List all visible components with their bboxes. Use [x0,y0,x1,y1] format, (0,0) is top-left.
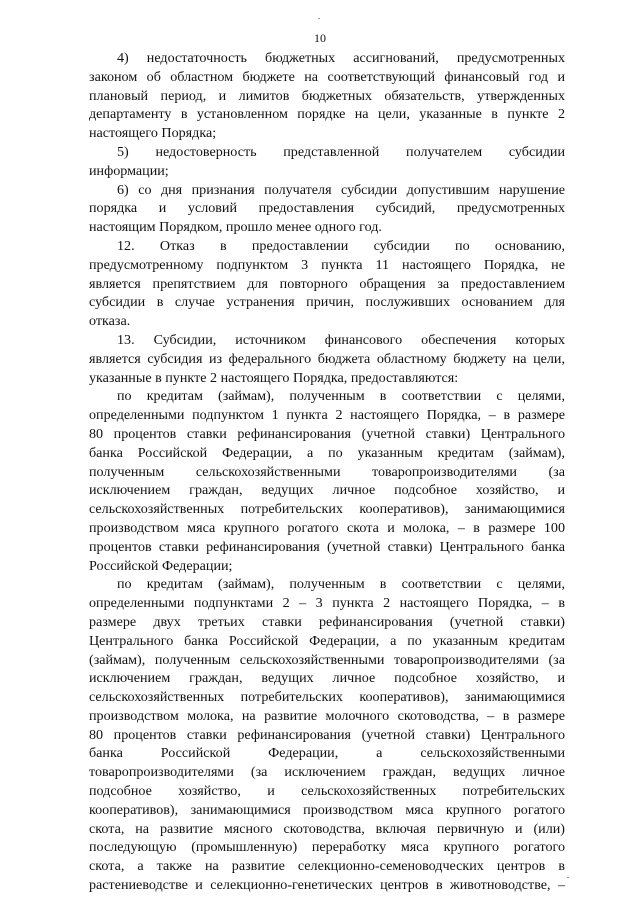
page-number: 10 [314,31,326,45]
text-line: исключением граждан, ведущих личное подсобное хозяйство, и [89,482,565,499]
text-line: плановый период, и лимитов бюджетных обязательств, утвержденных [89,87,565,104]
text-line: предусмотренному подпунктом 3 пункта 11 настоящего Порядка, не [89,256,565,273]
text-line: субсидии в случае устранения причин, послуживших основанием для [89,294,565,311]
text-line: 13. Субсидии, источником финансового обеспечения которых [117,331,565,348]
text-line: Центрального банка Российской Федерации, а по указанным кредитам [89,632,565,649]
document-body [89,49,565,895]
text-line: процентов ставки рефинансирования (учетной ставки) Центрального банка [89,538,565,555]
text-line: 80 процентов ставки рефинансирования (учетной ставки) Центрального [89,425,565,442]
text-line: кооперативов), занимающимися производством мяса крупного рогатого [89,801,565,818]
text-line: сельскохозяйственных потребительских кооперативов), занимающимися [89,501,565,518]
text-line: определенными подпунктами 2 – 3 пункта 2 настоящего Порядка, – в [89,595,565,612]
text-line: производством мяса крупного рогатого скота и молока, – в размере 100 [89,519,565,536]
text-line: департаменту в установленном порядке на цели, указанные в пункте 2 [89,106,565,123]
text-line: 6) со дня признания получателя субсидии допустившим нарушение [117,181,565,198]
text-line: растениеводстве и селекционно-генетических центров в животноводстве, – [89,877,565,894]
text-line: размере двух третьих ставки рефинансирования (учетной ставки) [89,613,565,630]
scan-speck [318,18,320,19]
text-line: информации; [89,162,169,179]
text-line: товаропроизводителями (за исключением граждан, ведущих личное [89,764,565,781]
text-line: является препятствием для повторного обращения за предоставлением [89,275,565,292]
text-line: банка Российской Федерации, а по указанным кредитам (займам), [89,444,565,461]
text-line: указанные в пункте 2 настоящего Порядка, предоставляются: [89,369,459,386]
text-line: настоящим Порядком, прошло менее одного год. [89,219,382,236]
text-line: 80 процентов ставки рефинансирования (учетной ставки) Центрального [89,726,565,743]
text-line: (займам), полученным сельскохозяйственными товаропроизводителями (за [89,651,565,668]
text-line: банка Российской Федерации, а сельскохозяйственными [89,745,565,762]
text-line: по кредитам (займам), полученным в соответствии с целями, [117,576,565,593]
text-line: является субсидия из федерального бюджета областному бюджету на цели, [89,350,565,367]
text-line: по кредитам (займам), полученным в соответствии с целями, [117,388,565,405]
scan-speck [567,877,569,878]
text-line: порядка и условий предоставления субсидий, предусмотренных [89,200,565,217]
text-line: 4) недостаточность бюджетных ассигнований, предусмотренных [117,50,565,66]
text-line: 12. Отказ в предоставлении субсидии по основанию, [117,237,565,254]
text-line: подсобное хозяйство, и сельскохозяйственных потребительских [89,783,565,800]
text-line: 5) недостоверность представленной получателем субсидии [117,143,565,160]
text-line: Российской Федерации; [89,557,233,574]
text-line: скота, а также на развитие селекционно-семеноводческих центров в [89,858,565,875]
text-line: отказа. [89,313,131,330]
text-line: исключением граждан, ведущих личное подсобное хозяйство, и [89,670,565,687]
text-line: определенными подпунктом 1 пункта 2 настоящего Порядка, – в размере [89,407,565,424]
text-line: законом об областном бюджете на соответствующий финансовый год и [89,68,565,85]
text-line: полученным сельскохозяйственными товаропроизводителями (за [89,463,565,480]
text-line: последующую (промышленную) переработку мяса крупного рогатого [89,839,565,856]
text-line: скота, на развитие мясного скотоводства, включая первичную и (или) [89,820,565,837]
text-line: сельскохозяйственных потребительских кооперативов), занимающимися [89,689,565,706]
text-line: производством молока, на развитие молочного скотоводства, – в размере [89,707,565,724]
text-line: настоящего Порядка; [89,125,217,142]
